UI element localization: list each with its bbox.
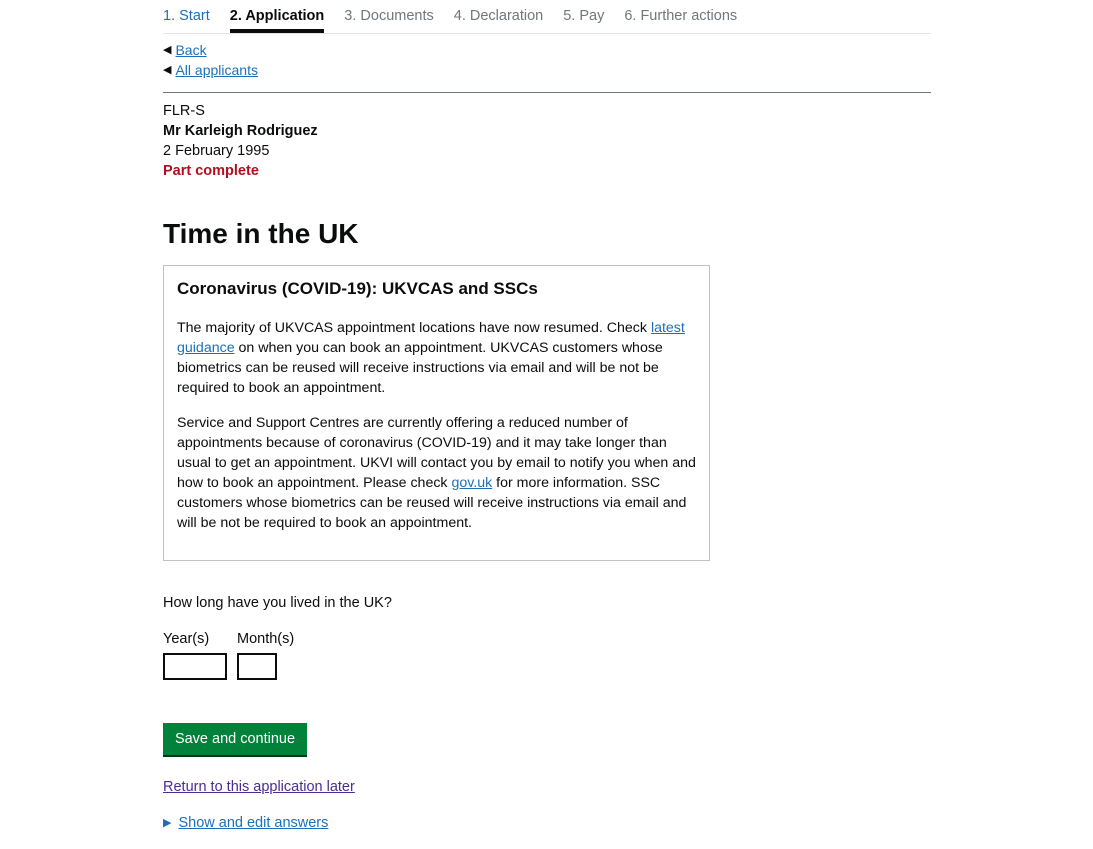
notice-paragraph-2 [177, 413, 696, 533]
return-later-link[interactable]: Return to this application later [163, 779, 355, 795]
notice-heading: Coronavirus (COVID-19): UKVCAS and SSCs [177, 279, 538, 298]
back-link[interactable]: Back [175, 42, 207, 58]
form-type: FLR-S [163, 103, 205, 119]
triangle-right-icon: ▶ [163, 817, 172, 829]
page-title: Time in the UK [163, 218, 359, 249]
months-label: Month(s) [237, 631, 295, 647]
step-navigation [163, 0, 931, 34]
notice-p2-text-after: for more information. SSC customers whose biometrics can be reused will receive instructions via email and will be not be required to book an appointment. [177, 475, 687, 531]
all-applicants-link-row [163, 60, 258, 80]
step-pay: 5. Pay [563, 8, 605, 24]
years-label: Year(s) [163, 631, 210, 647]
applicant-dob: 2 February 1995 [163, 143, 270, 159]
triangle-left-icon: ◀ [163, 44, 172, 56]
covid-notice-box [163, 265, 710, 561]
step-start[interactable]: 1. Start [163, 8, 210, 24]
triangle-left-icon: ◀ [163, 64, 172, 76]
step-documents: 3. Documents [344, 8, 434, 24]
applicant-summary [163, 101, 318, 181]
applicant-name: Mr Karleigh Rodriguez [163, 123, 318, 139]
notice-paragraph-1 [177, 318, 696, 398]
show-edit-answers-link[interactable]: Show and edit answers [178, 815, 329, 831]
section-divider [163, 92, 931, 93]
back-link-row [163, 40, 258, 60]
gov-uk-link[interactable]: gov.uk [451, 475, 493, 491]
notice-p1-text-after: on when you can book an appointment. UKVCAS customers whose biometrics can be reused will receive instructions via email and will be not be required to book an appointment. [177, 340, 663, 396]
back-links [163, 40, 258, 80]
notice-p2-text-before: Service and Support Centres are currently offering a reduced number of appointments because of coronavirus (COVID-19) and it may take longer than usual to get an appointment. UKVI will contact you by email to notify you when and how to book an appointment. Please check [177, 415, 696, 491]
notice-p1-text-before: The majority of UKVCAS appointment locations have now resumed. Check [177, 320, 651, 336]
time-in-uk-question: How long have you lived in the UK? [163, 595, 392, 611]
step-further-actions: 6. Further actions [624, 8, 738, 24]
save-and-continue-button[interactable]: Save and continue [163, 723, 307, 755]
step-application: 2. Application [230, 0, 325, 33]
months-input[interactable] [237, 653, 277, 680]
step-declaration: 4. Declaration [453, 8, 544, 24]
latest-guidance-link[interactable]: latest guidance [177, 320, 685, 356]
years-input[interactable] [163, 653, 227, 680]
show-edit-answers-details[interactable] [163, 813, 328, 833]
application-status: Part complete [163, 163, 259, 179]
all-applicants-link[interactable]: All applicants [175, 62, 258, 78]
